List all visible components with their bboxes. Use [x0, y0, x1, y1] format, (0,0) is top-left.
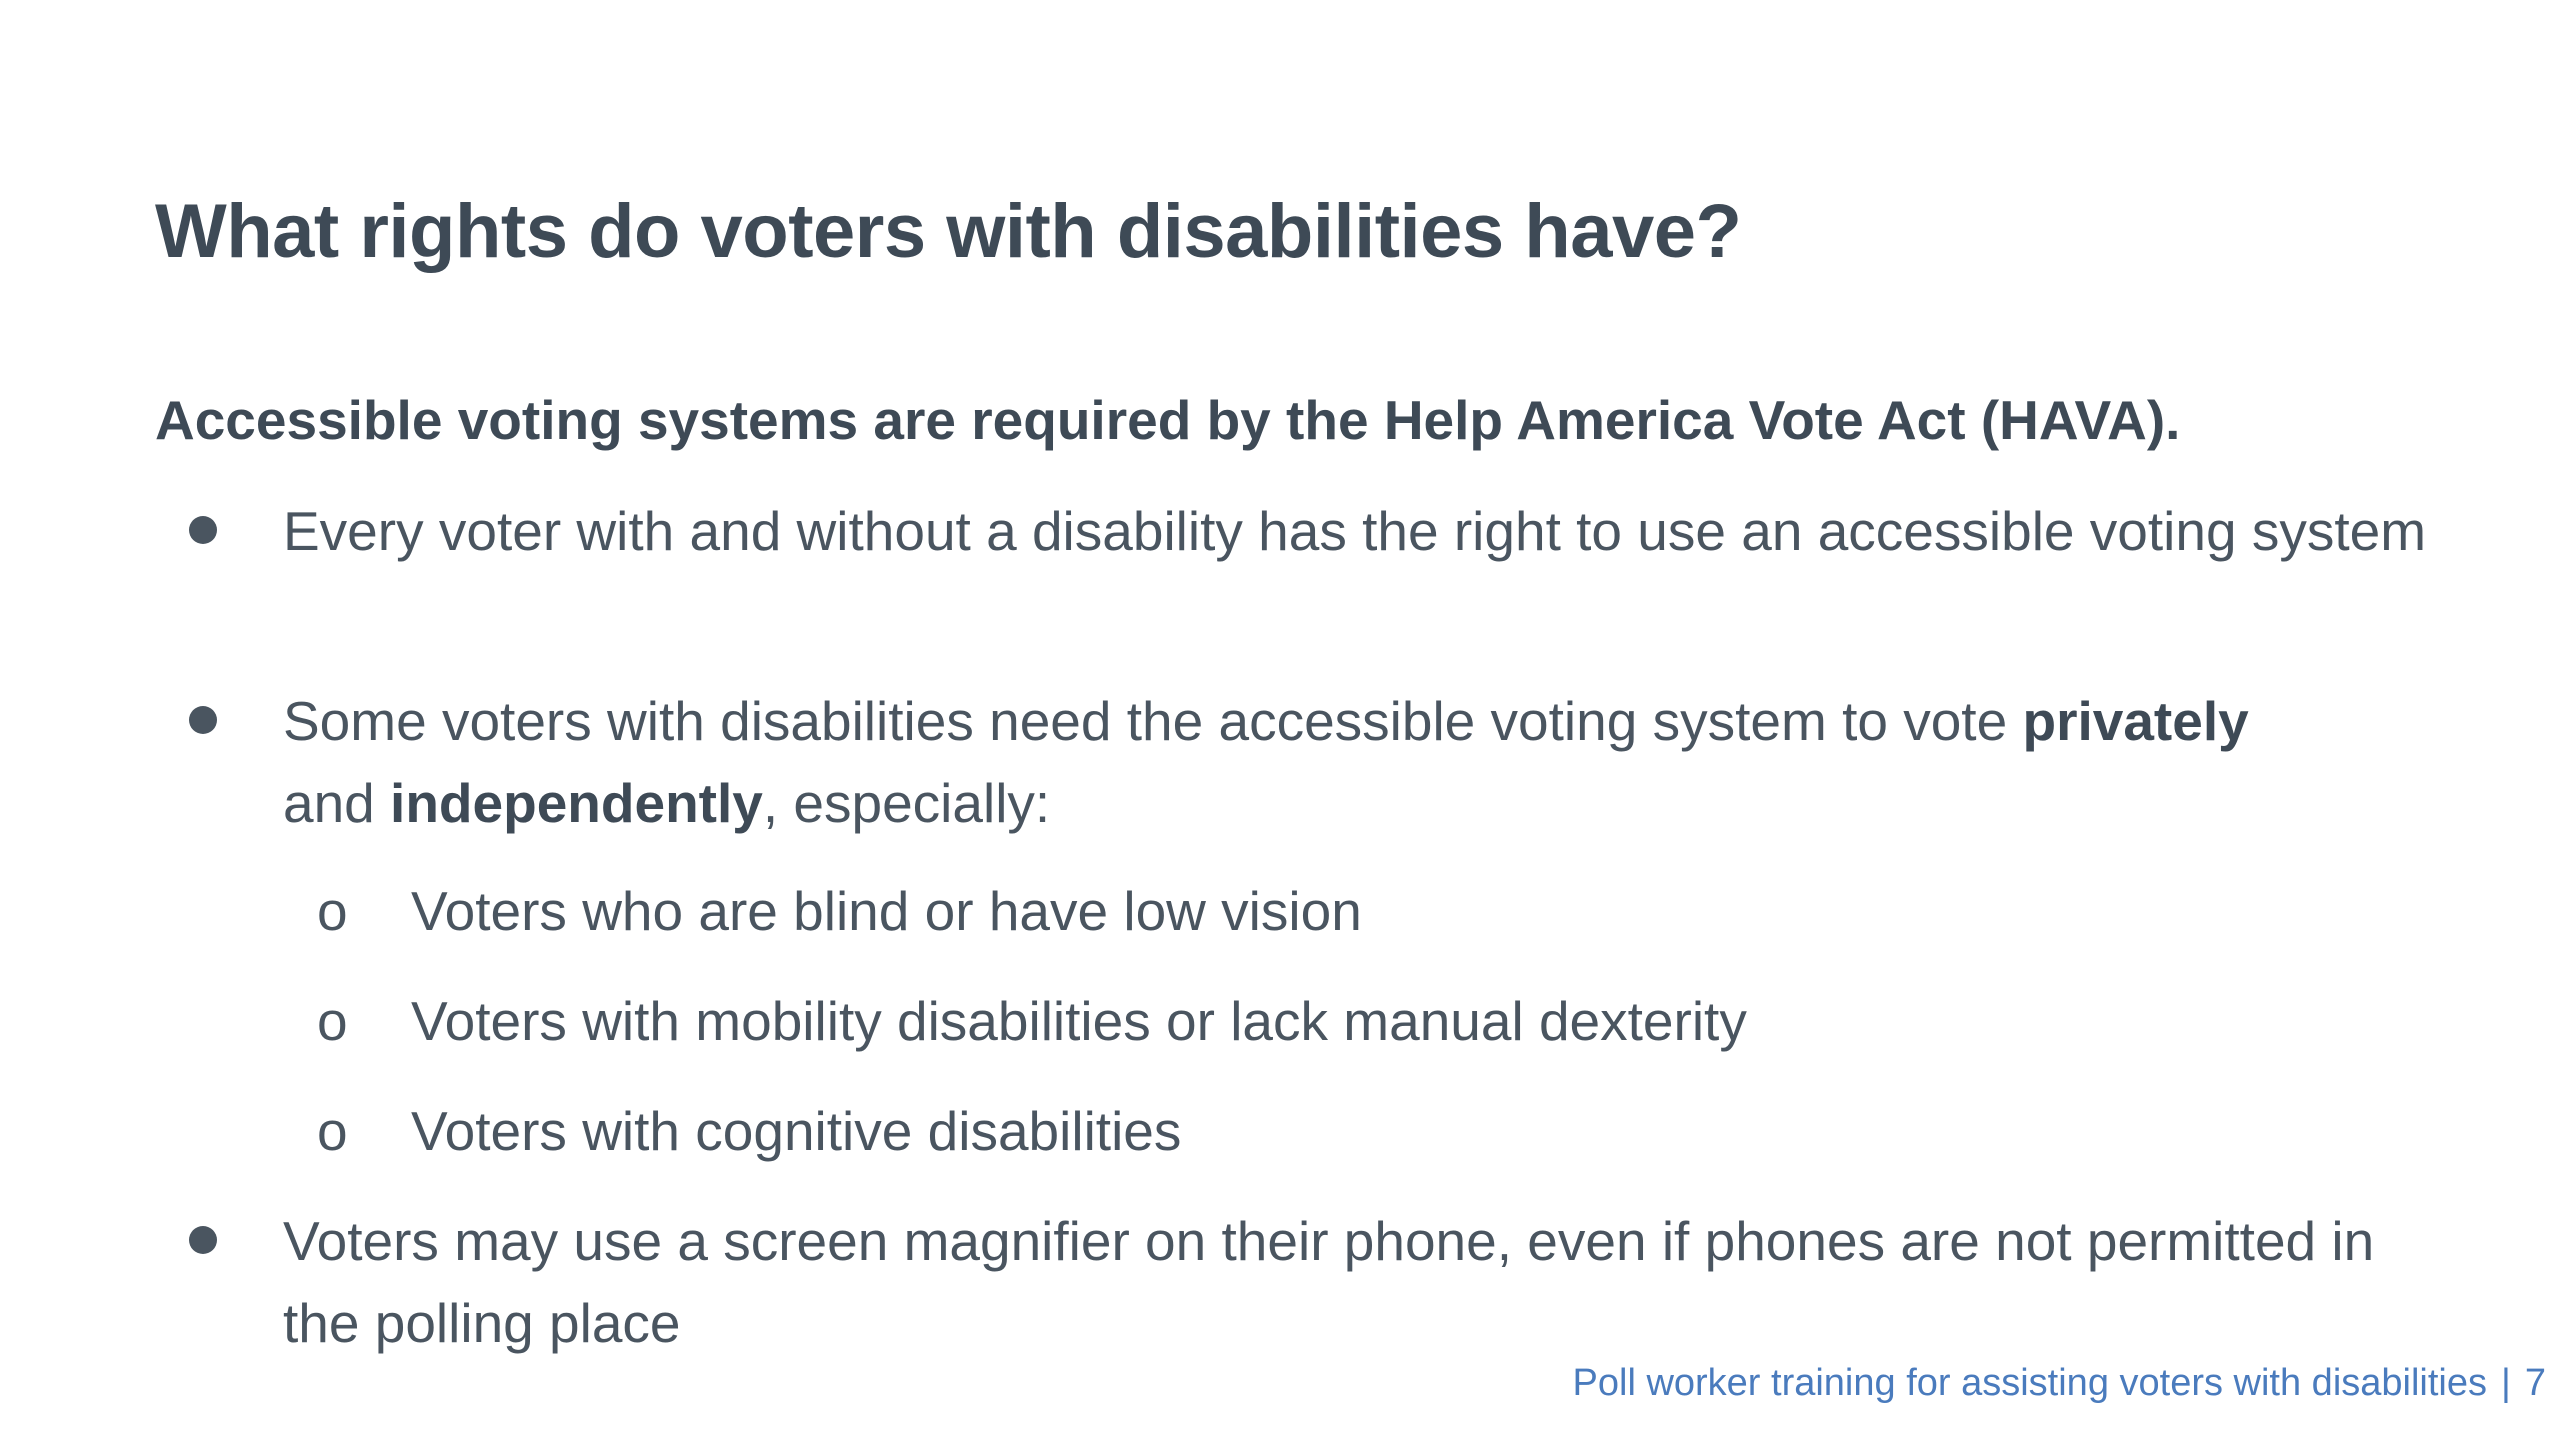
- bullet-dot-icon: [189, 1200, 249, 1282]
- sub-item-text-2: Voters with mobility disabilities or lack manual dexterity: [411, 990, 1747, 1052]
- emphasis-privately: privately: [2022, 690, 2249, 752]
- sub-item-1: [155, 870, 2445, 952]
- bullet-dot-icon: [189, 490, 249, 572]
- bullet-text-2-part-3: , especially:: [762, 772, 1051, 834]
- footer-separator: |: [2500, 1362, 2511, 1404]
- bullet-text-2-part-1: Some voters with disabilities need the accessible voting system to vote: [283, 690, 2023, 752]
- slide-footer: [1573, 1362, 2546, 1405]
- bullet-text-1: Every voter with and without a disability has the right to use an accessible voting system: [283, 500, 2427, 562]
- bullet-item-1: [155, 490, 2445, 572]
- bullet-item-3: [155, 1200, 2445, 1364]
- slide-title: What rights do voters with disabilities have?: [155, 189, 1742, 274]
- slide-subtitle: Accessible voting systems are required by the Help America Vote Act (HAVA).: [155, 389, 2181, 451]
- sub-item-3: [155, 1090, 2445, 1172]
- emphasis-independently: independently: [390, 772, 763, 834]
- bullet-item-2: [155, 680, 2445, 844]
- bullet-text-3: Voters may use a screen magnifier on their phone, even if phones are not permitted in the polling place: [283, 1210, 2375, 1354]
- sub-item-text-1: Voters who are blind or have low vision: [411, 880, 1362, 942]
- sub-bullet-circle-icon: o: [317, 990, 348, 1052]
- bullet-text-2: [283, 680, 2445, 844]
- footer-text: Poll worker training for assisting voters with disabilities: [1572, 1362, 2487, 1404]
- sub-bullet-circle-icon: o: [317, 1100, 348, 1162]
- sub-item-text-3: Voters with cognitive disabilities: [411, 1100, 1182, 1162]
- page-number: 7: [2524, 1362, 2546, 1404]
- bullet-dot-icon: [189, 680, 249, 762]
- bullet-text-2-part-2: and: [283, 772, 391, 834]
- sub-bullet-circle-icon: o: [317, 880, 348, 942]
- sub-item-2: [155, 980, 2445, 1062]
